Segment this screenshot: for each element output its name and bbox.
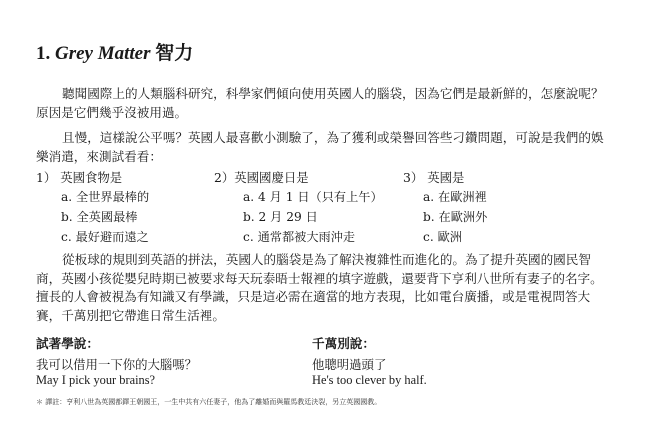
quiz-2-option-c: c. 通常都被大雨沖走 [243,230,356,244]
quiz-question-3: 3） 英國是 [403,170,465,185]
footnote: ＊ 譯註：亨利八世為英國都鐸王朝國王，一生中共有六任妻子，他為了離婚而與羅馬教廷決裂，另立英國國教。 [36,398,382,406]
quiz-2-option-b: b. 2 月 29 日 [243,210,318,224]
never-say-chinese: 他聰明過頭了 [312,357,387,372]
intro-paragraph-1: 聽聞國際上的人類腦科研究，科學家們傾向使用英國人的腦袋，因為它們是最新鮮的，怎麼說呢？原因是它們幾乎沒被用過。 [36,86,604,120]
quiz-question-1: 1） 英國食物是 [36,170,123,185]
never-say-heading: 千萬別說： [312,336,375,351]
intro-paragraph-2: 且慢，這樣說公平嗎？英國人最喜歡小測驗了，為了獲利或榮譽回答些刁鑽問題，可說是我們的娛樂消遣，來測試看看： [36,130,604,164]
body-paragraph: 從板球的規則到英語的拼法，英國人的腦袋是為了解決複雜性而進化的。為了提升英國的國民智商，英國小孩從嬰兒時期已被要求每天玩泰晤士報裡的填字遊戲，還要背下亨利八世所有妻子的名字。擅長的人會被視為有知識又有學識，只是這必需在適當的地方表現，比如電台廣播，或是電視問答大賽，千萬別把它帶進日常生活裡。 [36,252,603,323]
never-say-english: He's too clever by half. [312,373,427,387]
title-chinese: 智力 [155,43,194,64]
quiz-2-option-a: a. 4 月 1 日（只有上午） [243,190,383,204]
section-title [36,38,193,65]
title-number: 1. [36,43,51,64]
body-section [36,251,614,325]
quiz-3-option-b: b. 在歐洲外 [423,210,488,224]
quiz-1-option-c: c. 最好避而遠之 [61,230,149,244]
title-english: Grey Matter [55,43,151,64]
quiz-1-option-a: a. 全世界最棒的 [61,190,150,204]
try-saying-english: May I pick your brains? [36,373,156,387]
intro-section-2 [36,129,614,166]
quiz-3-option-c: c. 歐洲 [423,230,462,244]
quiz-3-option-a: a. 在歐洲裡 [423,190,487,204]
intro-section [36,85,614,122]
try-saying-heading: 試著學說： [36,336,99,351]
try-saying-chinese: 我可以借用一下你的大腦嗎？ [36,357,198,372]
quiz-1-option-b: b. 全英國最棒 [61,210,138,224]
quiz-question-2: 2）英國國慶日是 [214,170,309,185]
